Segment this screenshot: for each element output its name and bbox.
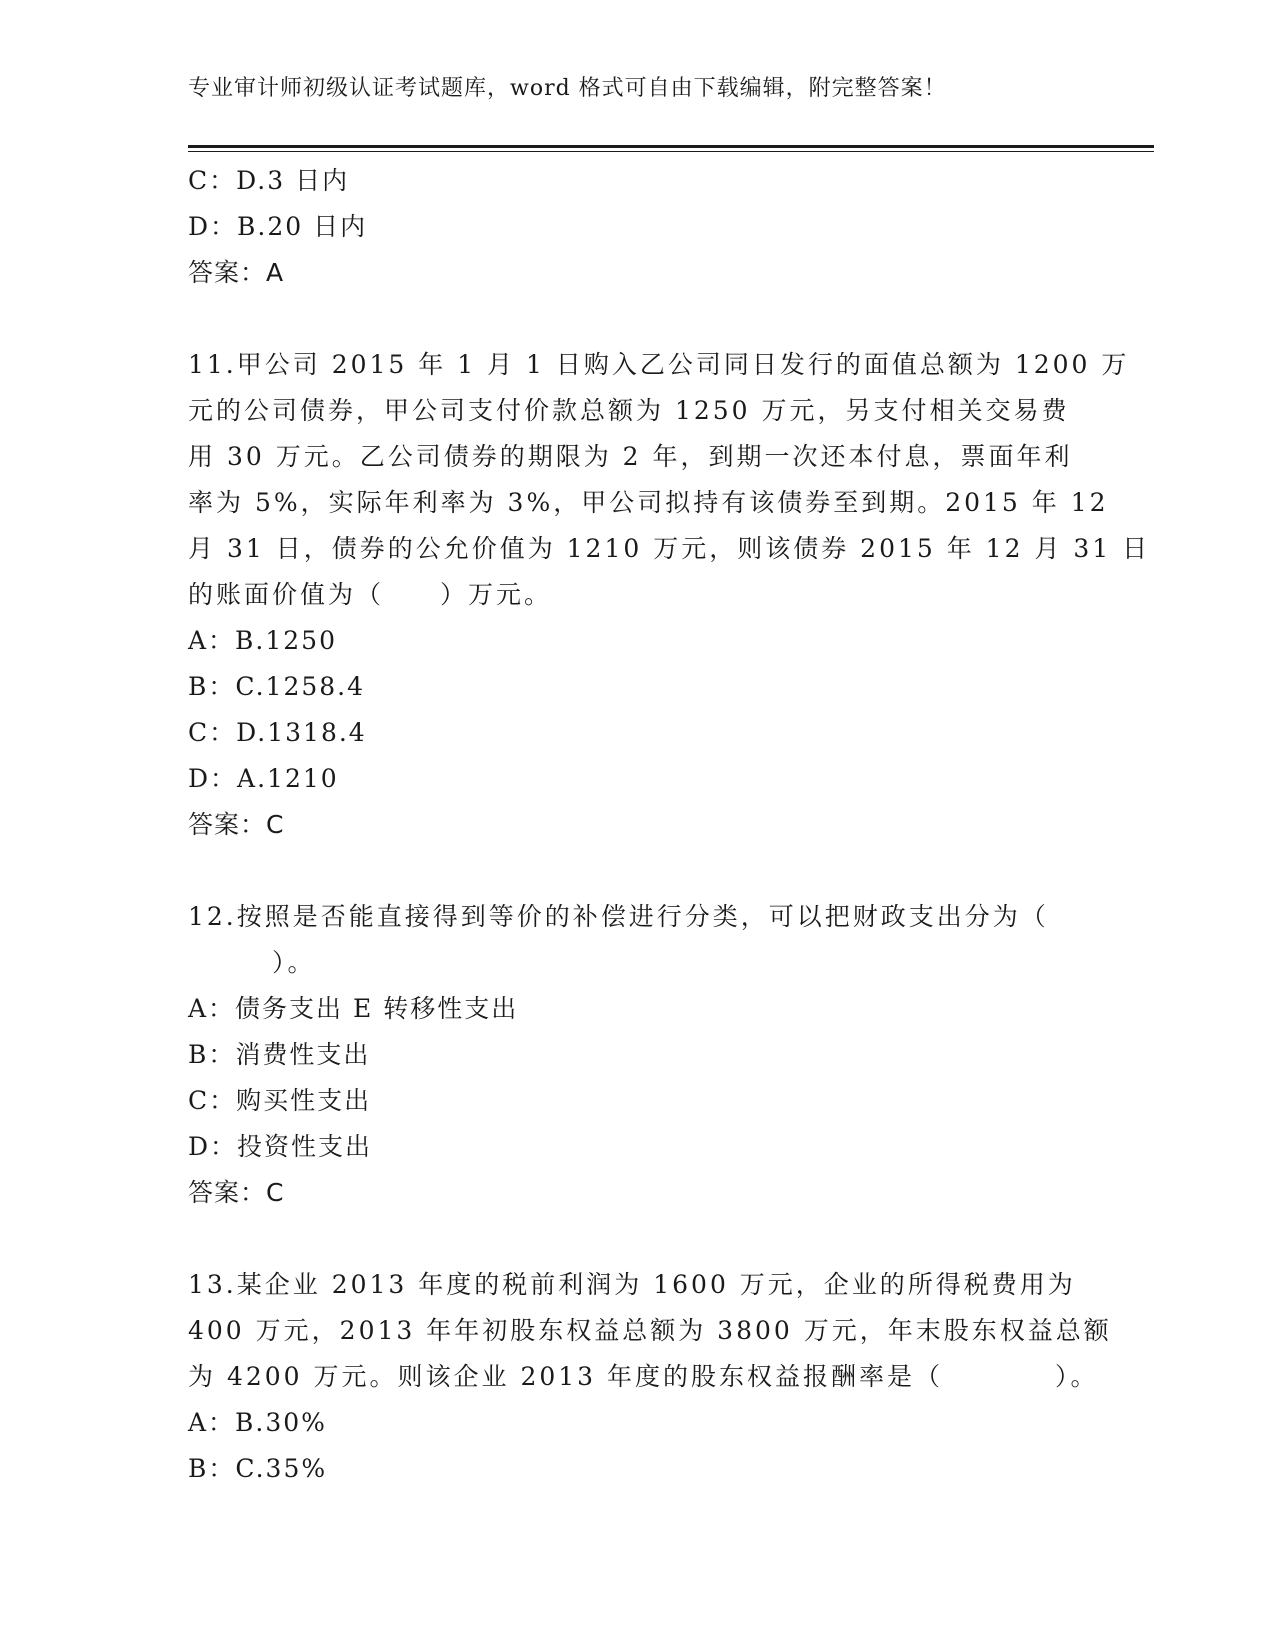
question-11 <box>188 342 1151 848</box>
option-d: D：投资性支出 <box>188 1132 373 1161</box>
prev-question <box>188 158 1078 296</box>
question-text-line: 元的公司债券，甲公司支付价款总额为 1250 万元，另支付相关交易费 <box>188 396 1070 425</box>
question-13 <box>188 1262 1112 1492</box>
option-b: B：C.1258.4 <box>188 672 366 701</box>
option-d: D：B.20 日内 <box>188 212 368 241</box>
answer: 答案：A <box>188 258 285 287</box>
option-d: D：A.1210 <box>188 764 339 793</box>
option-a: A：债务支出 E 转移性支出 <box>188 994 519 1023</box>
question-text-line: 为 4200 万元。则该企业 2013 年度的股东权益报酬率是（ ）。 <box>188 1362 1099 1391</box>
question-text-line: 月 31 日，债券的公允价值为 1210 万元，则该债券 2015 年 12 月 31 日 <box>188 534 1151 563</box>
header-rule-thin <box>188 151 1154 152</box>
option-b: B：消费性支出 <box>188 1040 371 1069</box>
answer: 答案：C <box>188 1178 285 1207</box>
header-rule-thick <box>188 145 1154 148</box>
question-text-line: ）。 <box>188 948 316 977</box>
question-text-line: 13.某企业 2013 年度的税前利润为 1600 万元，企业的所得税费用为 <box>188 1270 1076 1299</box>
question-12 <box>188 894 1078 1216</box>
option-a: A：B.1250 <box>188 626 337 655</box>
question-text-line: 用 30 万元。乙公司债券的期限为 2 年，到期一次还本付息，票面年利 <box>188 442 1073 471</box>
option-b: B：C.35% <box>188 1454 328 1483</box>
answer: 答案：C <box>188 810 285 839</box>
question-text-line: 400 万元，2013 年年初股东权益总额为 3800 万元，年末股东权益总额 <box>188 1316 1112 1345</box>
document-body <box>188 158 1151 1492</box>
option-c: C：D.3 日内 <box>188 166 350 195</box>
page-header: 专业审计师初级认证考试题库，word 格式可自由下载编辑，附完整答案！ <box>188 76 947 101</box>
question-text-line: 率为 5%，实际年利率为 3%，甲公司拟持有该债券至到期。2015 年 12 <box>188 488 1109 517</box>
question-text-line: 11.甲公司 2015 年 1 月 1 日购入乙公司同日发行的面值总额为 1200 万 <box>188 350 1130 379</box>
question-text-line: 的账面价值为（ ）万元。 <box>188 580 553 609</box>
question-text-line: 12.按照是否能直接得到等价的补偿进行分类，可以把财政支出分为（ <box>188 902 1049 931</box>
option-a: A：B.30% <box>188 1408 327 1437</box>
option-c: C：购买性支出 <box>188 1086 372 1115</box>
option-c: C：D.1318.4 <box>188 718 367 747</box>
